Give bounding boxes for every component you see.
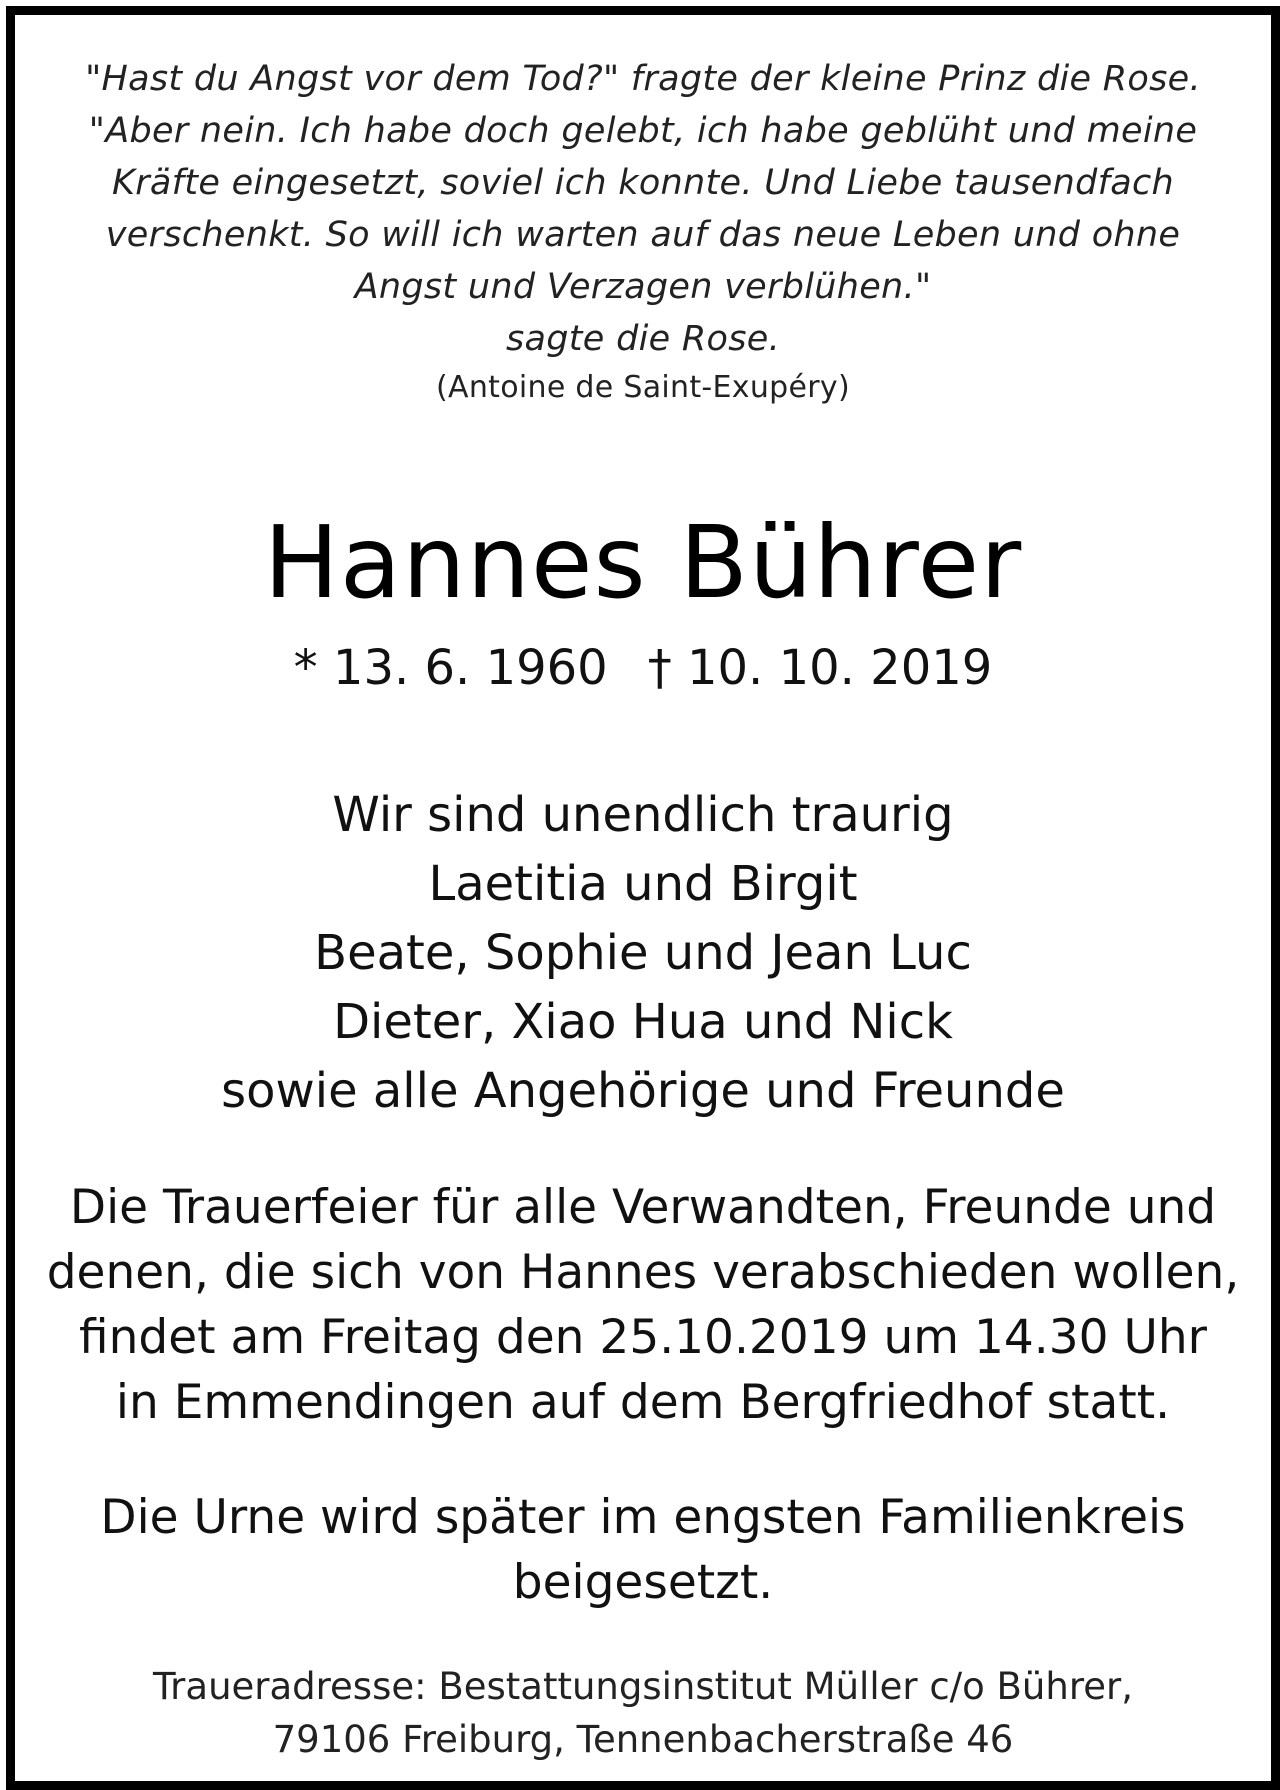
mourners-line: Dieter, Xiao Hua und Nick	[333, 994, 953, 1050]
address-line: 79106 Freiburg, Tennenbacherstraße 46	[272, 1718, 1014, 1761]
quote-author: (Antoine de Saint-Exupéry)	[436, 370, 850, 405]
quote-block	[15, 53, 1271, 411]
service-line: denen, die sich von Hannes verabschieden wollen,	[46, 1245, 1240, 1300]
mourning-address	[15, 1660, 1271, 1766]
mourners-line: Wir sind unendlich traurig	[332, 787, 954, 843]
deceased-name: Hannes Bührer	[263, 504, 1023, 621]
quote-line: Kräfte eingesetzt, soviel ich konnte. Und Liebe tausendfach	[111, 163, 1174, 203]
quote-line: Angst und Verzagen verblühen."	[354, 267, 932, 307]
mourners-line: Laetitia und Birgit	[428, 856, 858, 912]
mourners-block	[15, 781, 1271, 1126]
funeral-service-info	[15, 1175, 1271, 1435]
birth-date: * 13. 6. 1960	[293, 640, 608, 696]
death-date: † 10. 10. 2019	[647, 640, 993, 696]
quote-line: sagte die Rose.	[505, 319, 780, 359]
obituary-frame	[6, 6, 1280, 1790]
mourners-line: Beate, Sophie und Jean Luc	[314, 925, 972, 981]
urn-burial-info	[15, 1485, 1271, 1615]
life-dates	[15, 635, 1271, 701]
mourners-line: sowie alle Angehörige und Freunde	[221, 1063, 1065, 1119]
quote-line: verschenkt. So will ich warten auf das neue Leben und ohne	[105, 215, 1181, 255]
address-line: Traueradresse: Bestattungsinstitut Müller c/o Bührer,	[153, 1665, 1133, 1708]
quote-line: "Aber nein. Ich habe doch gelebt, ich habe geblüht und meine	[88, 111, 1198, 151]
service-line: in Emmendingen auf dem Bergfriedhof statt.	[115, 1375, 1171, 1430]
service-line: Die Trauerfeier für alle Verwandten, Freunde und	[69, 1180, 1217, 1235]
service-line: findet am Freitag den 25.10.2019 um 14.30 Uhr	[79, 1310, 1207, 1365]
urn-line: beigesetzt.	[512, 1555, 774, 1610]
urn-line: Die Urne wird später im engsten Familienkreis	[100, 1490, 1186, 1545]
quote-line: "Hast du Angst vor dem Tod?" fragte der kleine Prinz die Rose.	[85, 59, 1201, 99]
